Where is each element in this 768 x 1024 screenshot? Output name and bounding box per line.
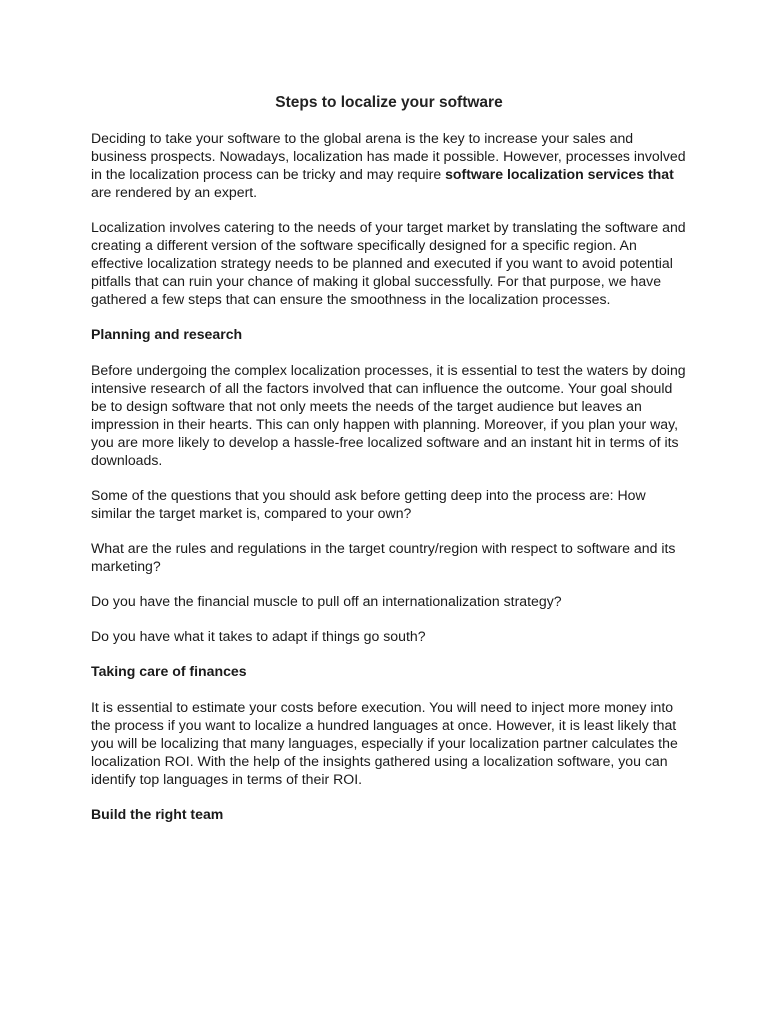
section-heading-planning: Planning and research — [91, 326, 243, 342]
planning-paragraph-5: Do you have what it takes to adapt if things go south? — [91, 628, 426, 644]
intro-paragraph — [91, 129, 687, 201]
planning-paragraph-3: What are the rules and regulations in the target country/region with respect to software and its marketing? — [91, 540, 676, 574]
section-heading-finances: Taking care of finances — [91, 663, 247, 679]
intro-text-before: Deciding to take your software to the global arena is the key to increase your sales and business prospects. Nowadays, localization has made it possible. However, processes involved in the localization process can be tricky and may require — [91, 130, 686, 182]
intro-bold-phrase: software localization services that — [445, 166, 674, 182]
intro-text-after: are rendered by an expert. — [91, 184, 258, 200]
planning-paragraph-1: Before undergoing the complex localization processes, it is essential to test the waters by doing intensive research of all the factors involved that can influence the outcome. Your goal should be to design software that not only meets the needs of the target audience but leaves an impression in their hearts. This can only happen with planning. Moreover, if you plan your way, you are more likely to develop a hassle-free localized software and an instant hit in terms of its downloads. — [91, 362, 686, 468]
document-page — [91, 93, 687, 841]
finances-paragraph-1: It is essential to estimate your costs before execution. You will need to inject more money into the process if you want to localize a hundred languages at once. However, it is least likely that you will be localizing that many languages, especially if your localization partner calculates the localization ROI. With the help of the insights gathered using a localization software, you can identify top languages in terms of their ROI. — [91, 699, 678, 787]
planning-paragraph-4: Do you have the financial muscle to pull off an internationalization strategy? — [91, 593, 562, 609]
section-heading-team: Build the right team — [91, 806, 224, 822]
document-title: Steps to localize your software — [275, 94, 503, 111]
planning-paragraph-2: Some of the questions that you should ask before getting deep into the process are: How similar the target market is, compared to your own? — [91, 487, 646, 521]
localization-paragraph: Localization involves catering to the needs of your target market by translating the software and creating a different version of the software specifically designed for a specific region. An effective localization strategy needs to be planned and executed if you want to avoid potential pitfalls that can ruin your chance of making it global successfully. For that purpose, we have gathered a few steps that can ensure the smoothness in the localization processes. — [91, 219, 686, 307]
